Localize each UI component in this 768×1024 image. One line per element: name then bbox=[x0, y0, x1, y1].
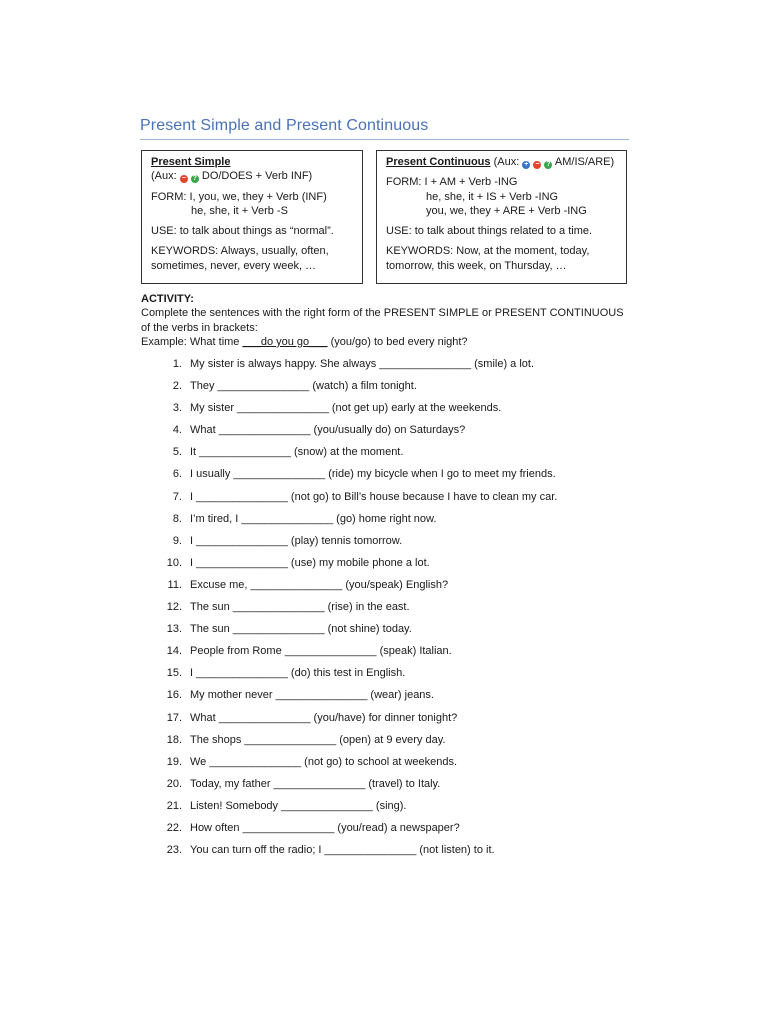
present-continuous-use: USE: to talk about things related to a time. bbox=[386, 225, 593, 238]
exercise-item bbox=[160, 401, 557, 423]
exercise-item bbox=[160, 755, 557, 777]
exercise-number: 18. bbox=[166, 733, 182, 746]
activity-instructions: Complete the sentences with the right form of the PRESENT SIMPLE or PRESENT CONTINUOUS of the verbs in brackets: bbox=[141, 307, 624, 334]
exercise-text: I usually _______________ (ride) my bicycle when I go to meet my friends. bbox=[190, 468, 556, 481]
exercise-item bbox=[160, 711, 557, 733]
exercise-number: 13. bbox=[166, 623, 182, 636]
exercise-text: I _______________ (use) my mobile phone a lot. bbox=[190, 556, 430, 569]
exercise-item bbox=[160, 512, 557, 534]
exercise-item bbox=[160, 688, 557, 710]
exercise-number: 6. bbox=[172, 468, 182, 481]
exercise-text: We _______________ (not go) to school at weekends. bbox=[190, 755, 458, 768]
present-continuous-keywords: KEYWORDS: Now, at the moment, today, bbox=[386, 245, 590, 258]
exercise-text: The shops _______________ (open) at 9 every day. bbox=[190, 733, 446, 746]
example-answer: ___do you go___ bbox=[242, 335, 328, 348]
exercise-number: 10. bbox=[166, 556, 182, 569]
exercise-item bbox=[160, 467, 557, 489]
exercise-text: Listen! Somebody _______________ (sing). bbox=[190, 799, 407, 812]
present-continuous-form: FORM: I + AM + Verb -ING bbox=[386, 176, 518, 189]
activity-section bbox=[141, 292, 631, 349]
exercise-number: 17. bbox=[166, 711, 182, 724]
exercise-text: What _______________ (you/usually do) on Saturdays? bbox=[190, 424, 466, 437]
exercise-item bbox=[160, 556, 557, 578]
exercise-item bbox=[160, 357, 557, 379]
present-simple-box bbox=[141, 150, 363, 284]
exercise-number: 22. bbox=[166, 821, 182, 834]
exercise-text: What _______________ (you/have) for dinner tonight? bbox=[190, 711, 458, 724]
exercise-item bbox=[160, 379, 557, 401]
exercise-number: 14. bbox=[166, 645, 182, 658]
present-simple-form-2: he, she, it + Verb -S bbox=[191, 204, 288, 217]
exercise-text: I _______________ (do) this test in English. bbox=[190, 667, 406, 680]
exercise-item bbox=[160, 843, 557, 865]
exercise-number: 5. bbox=[172, 446, 182, 459]
question-icon: ? bbox=[546, 161, 551, 168]
present-simple-keywords-2: sometimes, never, every week, … bbox=[151, 259, 317, 272]
exercise-item bbox=[160, 733, 557, 755]
exercise-text: People from Rome _______________ (speak) Italian. bbox=[190, 645, 452, 658]
present-simple-form: FORM: I, you, we, they + Verb (INF) bbox=[151, 190, 327, 203]
present-simple-use: USE: to talk about things as “normal”. bbox=[151, 225, 334, 238]
exercise-number: 11. bbox=[167, 578, 182, 591]
exercise-text: I’m tired, I _______________ (go) home right now. bbox=[190, 512, 437, 525]
exercise-text: The sun _______________ (rise) in the east. bbox=[190, 601, 410, 614]
present-simple-heading: Present Simple bbox=[151, 156, 231, 168]
activity-example: Example: What time ___do you go___ (you/go) to bed every night? bbox=[141, 335, 468, 348]
exercise-text: I _______________ (play) tennis tomorrow. bbox=[190, 534, 403, 547]
exercise-item bbox=[160, 777, 557, 799]
activity-heading: ACTIVITY: bbox=[141, 293, 194, 305]
question-icon: ? bbox=[192, 175, 197, 183]
exercise-number: 20. bbox=[166, 777, 182, 790]
present-continuous-keywords-2: tomorrow, this week, on Thursday, … bbox=[386, 259, 567, 272]
exercise-list bbox=[160, 357, 557, 865]
exercise-text: Today, my father _______________ (travel) to Italy. bbox=[190, 777, 441, 790]
exercise-number: 15. bbox=[166, 667, 182, 680]
exercise-number: 16. bbox=[166, 689, 182, 702]
present-continuous-heading: Present Continuous bbox=[386, 156, 491, 168]
exercise-item bbox=[160, 445, 557, 467]
exercise-text: My sister is always happy. She always _______________ (smile) a lot. bbox=[190, 358, 535, 370]
exercise-text: It _______________ (snow) at the moment. bbox=[190, 446, 404, 459]
exercise-item bbox=[160, 490, 557, 512]
exercise-item bbox=[160, 644, 557, 666]
exercise-text: My sister _______________ (not get up) early at the weekends. bbox=[190, 402, 502, 415]
exercise-item bbox=[160, 600, 557, 622]
exercise-number: 12. bbox=[166, 601, 182, 614]
page-title: Present Simple and Present Continuous bbox=[140, 117, 429, 134]
minus-icon: − bbox=[181, 175, 186, 183]
exercise-number: 21. bbox=[166, 799, 182, 812]
exercise-number: 3. bbox=[172, 402, 182, 415]
exercise-text: I _______________ (not go) to Bill’s house because I have to clean my car. bbox=[190, 490, 558, 503]
present-continuous-header: Present Continuous (Aux: + − ? AM/IS/ARE) bbox=[386, 156, 615, 168]
exercise-number: 8. bbox=[172, 512, 182, 525]
present-continuous-form-2: he, she, it + IS + Verb -ING bbox=[426, 190, 559, 203]
exercise-text: You can turn off the radio; I _______________ (not listen) to it. bbox=[190, 844, 495, 857]
exercise-number: 19. bbox=[166, 755, 182, 768]
exercise-text: The sun _______________ (not shine) today. bbox=[190, 623, 412, 636]
exercise-text: How often _______________ (you/read) a newspaper? bbox=[190, 821, 460, 834]
exercise-item bbox=[160, 534, 557, 556]
exercise-number: 7. bbox=[172, 490, 182, 503]
exercise-item bbox=[160, 622, 557, 644]
plus-icon: + bbox=[524, 161, 529, 168]
present-simple-keywords: KEYWORDS: Always, usually, often, bbox=[151, 245, 329, 258]
exercise-number: 2. bbox=[172, 380, 182, 393]
exercise-item bbox=[160, 666, 557, 688]
exercise-number: 23. bbox=[166, 844, 182, 857]
minus-icon: − bbox=[535, 161, 540, 168]
exercise-number: 9. bbox=[172, 534, 182, 547]
present-simple-aux: (Aux: − ? DO/DOES + Verb INF) bbox=[151, 170, 313, 183]
exercise-number: 1. bbox=[172, 358, 182, 370]
exercise-item bbox=[160, 821, 557, 843]
exercise-number: 4. bbox=[172, 424, 182, 437]
present-continuous-form-3: you, we, they + ARE + Verb -ING bbox=[426, 204, 587, 217]
exercise-text: They _______________ (watch) a film tonight. bbox=[190, 380, 417, 393]
exercise-item bbox=[160, 578, 557, 600]
exercise-item bbox=[160, 423, 557, 445]
present-continuous-box bbox=[376, 150, 627, 284]
title-underline bbox=[140, 139, 629, 140]
exercise-text: My mother never _______________ (wear) jeans. bbox=[190, 689, 434, 702]
exercise-text: Excuse me, _______________ (you/speak) English? bbox=[190, 578, 449, 591]
exercise-item bbox=[160, 799, 557, 821]
